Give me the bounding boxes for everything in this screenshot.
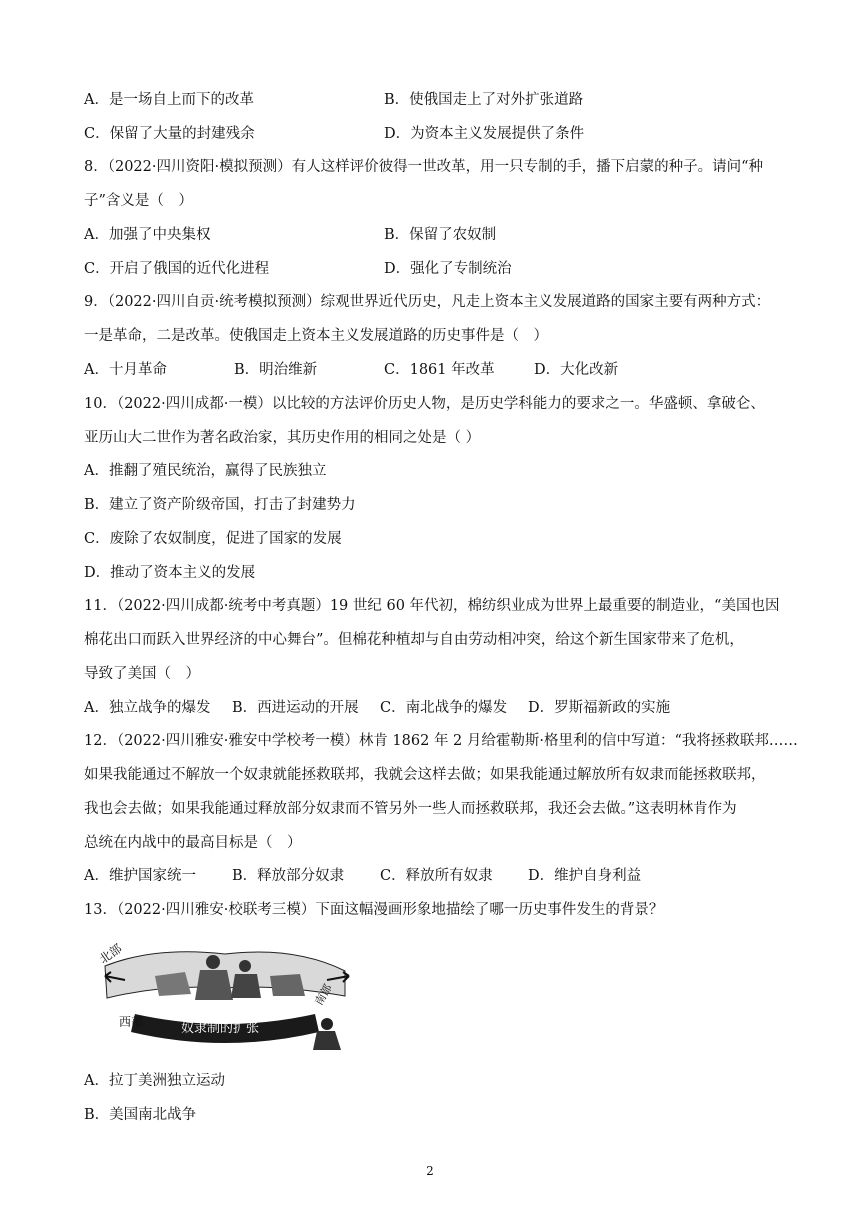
q11-option-a[interactable]: A．独立战争的爆发 xyxy=(84,700,211,716)
q10-stem-line-2: 亚历山大二世作为著名政治家，其历史作用的相同之处是（ ） xyxy=(84,430,481,446)
q13-option-a[interactable]: A．拉丁美洲独立运动 xyxy=(84,1073,225,1089)
cartoon-banner-text: 奴隶制的扩张 xyxy=(181,1021,260,1036)
q7-option-b[interactable]: B．使俄国走上了对外扩张道路 xyxy=(384,92,584,108)
q11-option-b[interactable]: B．西进运动的开展 xyxy=(232,700,359,716)
q11-stem-line-1: 11．（2022·四川成都·统考中考真题）19 世纪 60 年代初，棉纺织业成为世界上最重要的制造业，“美国也因 xyxy=(84,598,780,614)
q13-option-b[interactable]: B．美国南北战争 xyxy=(84,1107,197,1123)
q12-stem-line-1: 12．（2022·四川雅安·雅安中学校考一模）林肯 1862 年 2 月给霍勒斯·格里利的信中写道：“我将拯救联邦…… xyxy=(84,733,798,749)
q7-option-d[interactable]: D．为资本主义发展提供了条件 xyxy=(384,126,585,142)
q9-option-a[interactable]: A．十月革命 xyxy=(84,362,167,378)
q9-option-d[interactable]: D．大化改新 xyxy=(534,362,619,378)
q12-option-c[interactable]: C．释放所有奴隶 xyxy=(380,868,493,884)
cartoon-label-west: 西部 xyxy=(119,1015,144,1029)
q13-stem-line-1: 13．（2022·四川雅安·校联考三模）下面这幅漫画形象地描绘了哪一历史事件发生的背景？ xyxy=(84,902,664,918)
q11-option-d[interactable]: D．罗斯福新政的实施 xyxy=(528,700,671,716)
q9-stem-line-1: 9．（2022·四川自贡·统考模拟预测）综观世界近代历史，凡走上资本主义发展道路的国家主要有两种方式： xyxy=(84,294,771,310)
q12-option-b[interactable]: B．释放部分奴隶 xyxy=(232,868,345,884)
q10-stem-line-1: 10．（2022·四川成都·一模）以比较的方法评价历史人物，是历史学科能力的要求之一。华盛顿、拿破仑、 xyxy=(84,396,765,412)
q12-stem-line-2: 如果我能通过不解放一个奴隶就能拯救联邦，我就会这样去做；如果我能通过解放所有奴隶而能拯救联邦， xyxy=(84,767,766,783)
q11-stem-line-2: 棉花出口而跃入世界经济的中心舞台”。但棉花种植却与自由劳动相冲突，给这个新生国家带来了危机， xyxy=(84,632,744,648)
q8-stem-line-2: 子”含义是（ ） xyxy=(84,193,193,209)
page-number: 2 xyxy=(426,1164,434,1178)
cartoon-image xyxy=(95,936,357,1058)
cartoon-label-south: 南部 xyxy=(312,981,335,1008)
q9-option-c[interactable]: C．1861 年改革 xyxy=(384,362,495,378)
q8-stem-line-1: 8．（2022·四川资阳·模拟预测）有人这样评价彼得一世改革，用一只专制的手，播下启蒙的种子。请问“种 xyxy=(84,159,764,175)
q8-option-b[interactable]: B．保留了农奴制 xyxy=(384,227,497,243)
q7-option-a[interactable]: A．是一场自上而下的改革 xyxy=(84,92,254,108)
q12-option-a[interactable]: A．维护国家统一 xyxy=(84,868,196,884)
q8-option-c[interactable]: C．开启了俄国的近代化进程 xyxy=(84,261,270,277)
q8-option-a[interactable]: A．加强了中央集权 xyxy=(84,227,211,243)
q9-option-b[interactable]: B．明治维新 xyxy=(234,362,318,378)
q12-option-d[interactable]: D．维护自身利益 xyxy=(528,868,642,884)
q8-option-d[interactable]: D．强化了专制统治 xyxy=(384,261,512,277)
q10-option-b[interactable]: B．建立了资产阶级帝国，打击了封建势力 xyxy=(84,497,356,513)
q10-option-c[interactable]: C．废除了农奴制度，促进了国家的发展 xyxy=(84,531,342,547)
q10-option-d[interactable]: D．推动了资本主义的发展 xyxy=(84,565,256,581)
q9-stem-line-2: 一是革命，二是改革。使俄国走上资本主义发展道路的历史事件是（ ） xyxy=(84,328,548,344)
q12-stem-line-4: 总统在内战中的最高目标是（ ） xyxy=(84,835,302,851)
q12-stem-line-3: 我也会去做；如果我能通过释放部分奴隶而不管另外一些人而拯救联邦，我还会去做。”这表明林肯作为 xyxy=(84,801,737,817)
cartoon-label-north: 北部 xyxy=(96,941,125,967)
q11-option-c[interactable]: C．南北战争的爆发 xyxy=(380,700,508,716)
q10-option-a[interactable]: A．推翻了殖民统治，赢得了民族独立 xyxy=(84,463,327,479)
q7-option-c[interactable]: C．保留了大量的封建残余 xyxy=(84,126,255,142)
q11-stem-line-3: 导致了美国（ ） xyxy=(84,666,200,682)
